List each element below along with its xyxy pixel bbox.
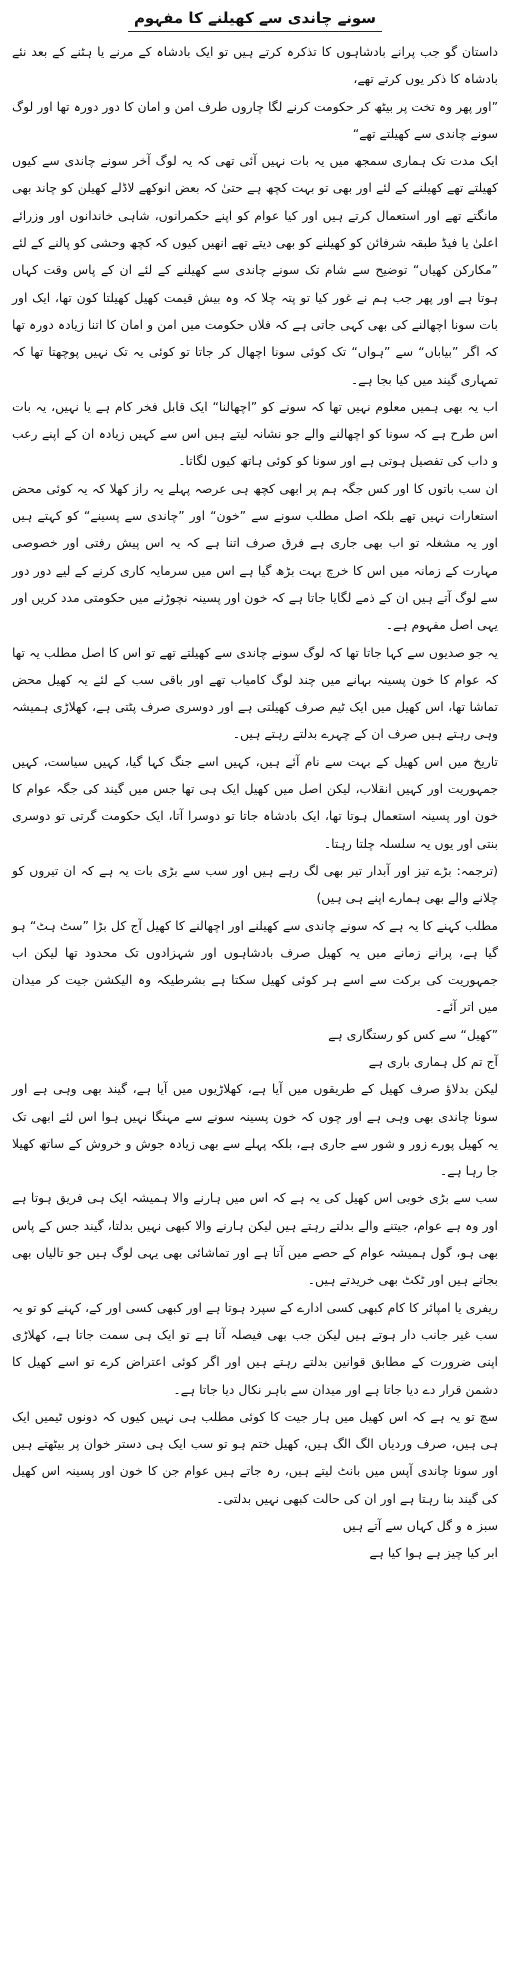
paragraph: ریفری یا امپائر کا کام کبھی کسی ادارے کے سپرد ہوتا ہے اور کبھی کسی اور کے، کہنے کو تو یہ سب غیر جانب دار ہوتے ہیں لیکن جب بھی فیصلہ آتا ہے تو ایک ہی سمت جاتا ہے، کھلاڑی اپنی ضرورت کے مطابق قوانین بدلتے رہتے ہیں اور اگر کوئی اعتراض کرے تو اسے کھیل کا دشمن قرار دے دیا جاتا ہے اور میدان سے باہر نکال دیا جاتا ہے۔: [12, 1299, 498, 1397]
paragraph: تاریخ میں اس کھیل کے بہت سے نام آئے ہیں، کہیں اسے جنگ کہا گیا، کہیں سیاست، کہیں جمہوریت اور کہیں انقلاب، لیکن اصل میں کھیل ایک ہی تھا جس میں گیند کی جگہ عوام کا خون اور پسینہ استعمال ہوتا تھا، ایک بادشاہ جاتا تو دوسرا آتا، ایک حکومت گرتی تو دوسری بنتی اور یوں یہ سلسلہ چلتا رہتا۔: [12, 753, 498, 851]
verse-line: ابر کیا چیز ہے ہوا کیا ہے: [369, 1545, 498, 1561]
paragraph: سب سے بڑی خوبی اس کھیل کی یہ ہے کہ اس میں ہارنے والا ہمیشہ ایک ہی فریق ہوتا ہے اور وہ ہے عوام، جیتنے والے بدلتے رہتے ہیں لیکن ہارنے والا کبھی نہیں بدلتا، گیند جس کے پاس بھی ہو، گول ہمیشہ عوام کے حصے میں آتا ہے اور تماشائی بھی یہی لوگ ہیں جو تالیاں بھی بجاتے ہیں اور ٹکٹ بھی خریدتے ہیں۔: [12, 1190, 498, 1288]
verse-line: ”کھیل“ سے کس کو رستگاری ہے: [328, 1026, 498, 1042]
paragraph: مطلب کہنے کا یہ ہے کہ سونے چاندی سے کھیلنے اور اچھالنے کا کھیل آج کل بڑا ”سٹ ہٹ“ ہو گیا ہے، پرانے زمانے میں یہ کھیل صرف بادشاہوں اور شہزادوں تک محدود تھا لیکن اب جمہوریت کی برکت سے اسے ہر کوئی کھیل سکتا ہے بشرطیکہ وہ الیکشن جیت کر میدان میں اتر آئے۔: [12, 917, 498, 1015]
paragraph: (ترجمہ: بڑے تیز اور آبدار تیر بھی لگ رہے ہیں اور سب سے بڑی بات یہ ہے کہ ان تیروں کو چلانے والے بھی ہمارے اپنے ہی ہیں): [12, 862, 498, 906]
article-title: [12, 6, 498, 32]
paragraph: لیکن بدلاؤ صرف کھیل کے طریقوں میں آیا ہے، کھلاڑیوں میں آیا ہے، گیند بھی وہی ہے اور سونا چاندی بھی وہی ہے اور چوں کہ خون پسینہ سونے سے مہنگا نہیں ہوا اس لئے ابھی تک یہ کھیل پورے زور و شور سے جاری ہے، بلکہ پہلے سے بھی زیادہ جوش و خروش کے ساتھ کھیلا جا رہا ہے۔: [12, 1081, 498, 1179]
paragraph: داستان گو جب پرانے بادشاہوں کا تذکرہ کرتے ہیں تو ایک بادشاہ کے مرنے یا ہٹنے کے بعد نئے بادشاہ کا ذکر یوں کرتے تھے،: [12, 44, 498, 87]
paragraph: سچ تو یہ ہے کہ اس کھیل میں ہار جیت کا کوئی مطلب ہی نہیں کیوں کہ دونوں ٹیمیں ایک ہی ہیں، صرف وردیاں الگ الگ ہیں، کھیل ختم ہو تو سب ایک ہی دستر خوان پر بیٹھتے ہیں اور سونا چاندی آپس میں بانٹ لیتے ہیں، رہ جاتے ہیں عوام جن کا خون اور پسینہ اس کھیل کی گیند بنا رہتا ہے اور ان کی حالت کبھی نہیں بدلتی۔: [12, 1408, 498, 1506]
paragraph: یہ جو صدیوں سے کہا جاتا تھا کہ لوگ سونے چاندی سے کھیلتے تھے تو اس کا اصل مطلب یہ تھا کہ عوام کا خون پسینہ بہانے میں چند لوگ کامیاب تھے اور باقی سب کے لئے یہ کھیل محض تماشا تھا، اس کھیل میں ایک ٹیم صرف کھیلتی ہے اور دوسری صرف پٹتی ہے، کھلاڑی ہمیشہ وہی رہتے ہیں صرف ان کے چہرے بدلتے رہتے ہیں۔: [12, 644, 498, 742]
article-body: [12, 38, 498, 1567]
article-title-text: سونے چاندی سے کھیلنے کا مفہوم: [128, 6, 382, 32]
paragraph: اب یہ بھی ہمیں معلوم نہیں تھا کہ سونے کو ”اچھالنا“ ایک قابل فخر کام ہے یا نہیں، یہ بات اس طرح ہے کہ سونا کو اچھالنے والے جو نشانہ لیتے ہیں اس سے کہیں زیادہ ان کے اپنے رعب و داب کی تفصیل ہوتی ہے اور سونا کو کوئی ہاتھ کیوں لگاتا۔: [12, 398, 498, 469]
paragraph: ایک مدت تک ہماری سمجھ میں یہ بات نہیں آئی تھی کہ یہ لوگ آخر سونے چاندی سے کیوں کھیلتے تھے کھیلنے کے لئے اور بھی تو بہت کچھ ہے حتیٰ کہ بعض انوکھے لاڈلے کھیلن کو چاند بھی مانگتے تھے اور استعمال کرتے ہیں اور کیا عوام کو اپنے حکمرانوں، شاہی خاندانوں اور وزرائے اعلیٰ یا فیڈ طبقہ شرفائن کو کھیلنے کو بھی دیتے تھے انھیں کیوں کہ کچھ وحشی کو پالنے کے لئے ”مکارکن کھیاں“ توضیح سے شام تک سونے چاندی سے کھیلنے کے لئے ان کے پاس وقت کہاں ہوتا ہے اور پھر جب ہم نے غور کیا تو پتہ چلا کہ وہ بیش قیمت کھیل کھیلتا کون تھا، ایک اور بات سونا اچھالنے کی بھی کہی جاتی ہے کہ فلاں حکومت میں امن و امان کا اتنا زیادہ دورہ تھا کہ اگر ”بیاباں“ سے ”ہواں“ تک کوئی سونا اچھال کر جاتا تو کوئی یہ تک نہیں پوچھتا تھا کہ تمہاری گیند میں کیا بجا ہے۔: [12, 153, 498, 387]
verse-line: سبز ہ و گل کہاں سے آتے ہیں: [342, 1518, 498, 1534]
paragraph: ان سب باتوں کا اور کس جگہ ہم پر ابھی کچھ ہی عرصہ پہلے یہ راز کھلا کہ یہ کوئی محض استعارات نہیں تھے بلکہ اصل مطلب سونے سے ”خون“ اور ”چاندی سے پسینے“ کو کہتے ہیں اور یہ مشغلہ تو اب بھی جاری ہے فرق صرف اتنا ہے کہ یہ اس پیش رفتی اور خصوصی مہارت کے زمانہ میں اس کا خرچ بہت بڑھ گیا ہے اس میں سرمایہ کاری کرنے کے لیے دور دور سے لوگ آتے ہیں ان کے ذمے لگایا جاتا ہے کہ خون اور پسینہ نچوڑنے میں حکومتی مدد کریں اور یہی اصل مفہوم ہے۔: [12, 480, 498, 633]
paragraph: ”اور پھر وہ تخت پر بیٹھ کر حکومت کرنے لگا چاروں طرف امن و امان کا دور دورہ تھا اور لوگ سونے چاندی سے کھیلتے تھے“: [12, 98, 498, 141]
verse-line: آج تم کل ہماری باری ہے: [368, 1053, 498, 1069]
